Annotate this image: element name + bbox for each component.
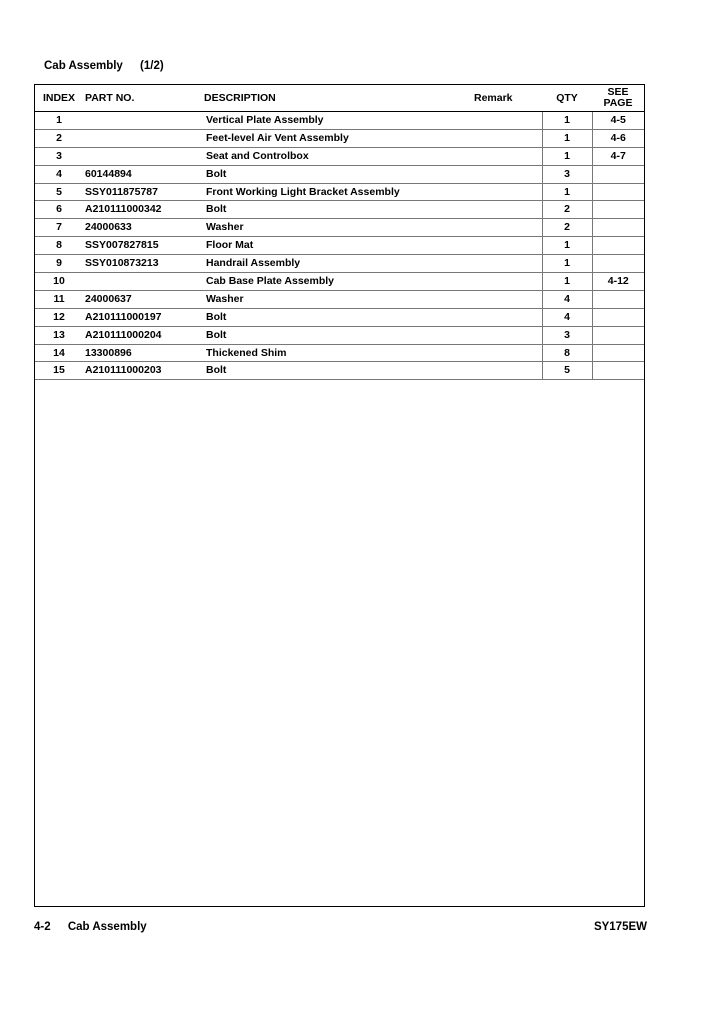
cell-remark: [474, 362, 542, 380]
table-row: [35, 344, 644, 362]
cell-see-page: [592, 308, 644, 326]
cell-description: Thickened Shim: [204, 344, 474, 362]
cell-part-no: SSY007827815: [83, 237, 204, 255]
cell-see-page: [592, 165, 644, 183]
cell-description: Front Working Light Bracket Assembly: [204, 183, 474, 201]
column-header-qty: QTY: [542, 85, 592, 112]
cell-remark: [474, 112, 542, 130]
cell-index: 13: [35, 326, 83, 344]
cell-description: Washer: [204, 219, 474, 237]
cell-see-page: [592, 237, 644, 255]
cell-description: Vertical Plate Assembly: [204, 112, 474, 130]
parts-list-frame: [34, 84, 645, 907]
cell-index: 15: [35, 362, 83, 380]
cell-qty: 1: [542, 129, 592, 147]
cell-description: Bolt: [204, 308, 474, 326]
cell-see-page: [592, 344, 644, 362]
cell-part-no: [83, 273, 204, 291]
cell-part-no: A210111000197: [83, 308, 204, 326]
cell-remark: [474, 165, 542, 183]
cell-remark: [474, 237, 542, 255]
cell-remark: [474, 344, 542, 362]
table-row: [35, 326, 644, 344]
cell-description: Handrail Assembly: [204, 255, 474, 273]
cell-remark: [474, 219, 542, 237]
cell-description: Bolt: [204, 362, 474, 380]
cell-qty: 4: [542, 290, 592, 308]
column-header-part-no: PART NO.: [83, 85, 204, 112]
cell-description: Washer: [204, 290, 474, 308]
cell-part-no: A210111000203: [83, 362, 204, 380]
cell-remark: [474, 290, 542, 308]
cell-index: 1: [35, 112, 83, 130]
cell-index: 9: [35, 255, 83, 273]
cell-remark: [474, 308, 542, 326]
see-page-line-1: SEE: [607, 86, 629, 98]
column-header-see-page: [592, 85, 644, 112]
cell-index: 11: [35, 290, 83, 308]
column-header-index: INDEX: [35, 85, 83, 112]
cell-remark: [474, 255, 542, 273]
page-title-text: Cab Assembly: [44, 60, 123, 72]
table-header-row: [35, 85, 644, 112]
cell-qty: 4: [542, 308, 592, 326]
table-row: [35, 308, 644, 326]
cell-part-no: [83, 147, 204, 165]
table-row: [35, 201, 644, 219]
cell-see-page: 4-7: [592, 147, 644, 165]
cell-index: 5: [35, 183, 83, 201]
cell-qty: 2: [542, 219, 592, 237]
cell-index: 2: [35, 129, 83, 147]
cell-part-no: SSY010873213: [83, 255, 204, 273]
cell-part-no: [83, 129, 204, 147]
cell-index: 10: [35, 273, 83, 291]
cell-qty: 3: [542, 326, 592, 344]
cell-remark: [474, 129, 542, 147]
table-row: [35, 362, 644, 380]
cell-description: Floor Mat: [204, 237, 474, 255]
table-row: [35, 255, 644, 273]
cell-remark: [474, 326, 542, 344]
cell-qty: 1: [542, 112, 592, 130]
cell-qty: 5: [542, 362, 592, 380]
cell-see-page: [592, 219, 644, 237]
cell-part-no: 60144894: [83, 165, 204, 183]
page-part-indicator: (1/2): [140, 60, 164, 72]
cell-part-no: A210111000342: [83, 201, 204, 219]
cell-see-page: [592, 183, 644, 201]
cell-qty: 3: [542, 165, 592, 183]
cell-index: 6: [35, 201, 83, 219]
cell-qty: 8: [542, 344, 592, 362]
cell-remark: [474, 147, 542, 165]
cell-see-page: [592, 201, 644, 219]
cell-part-no: 13300896: [83, 344, 204, 362]
page-title: [44, 60, 164, 72]
footer-model: SY175EW: [593, 921, 647, 933]
cell-see-page: [592, 290, 644, 308]
cell-description: Seat and Controlbox: [204, 147, 474, 165]
cell-part-no: 24000637: [83, 290, 204, 308]
cell-description: Bolt: [204, 165, 474, 183]
cell-index: 4: [35, 165, 83, 183]
table-row: [35, 219, 644, 237]
cell-qty: 1: [542, 147, 592, 165]
cell-description: Cab Base Plate Assembly: [204, 273, 474, 291]
cell-see-page: [592, 326, 644, 344]
footer-left: [34, 921, 147, 933]
cell-index: 14: [35, 344, 83, 362]
cell-index: 3: [35, 147, 83, 165]
cell-see-page: 4-5: [592, 112, 644, 130]
table-row: [35, 165, 644, 183]
cell-remark: [474, 273, 542, 291]
cell-remark: [474, 201, 542, 219]
table-row: [35, 112, 644, 130]
table-row: [35, 183, 644, 201]
table-row: [35, 129, 644, 147]
cell-index: 12: [35, 308, 83, 326]
see-page-line-2: PAGE: [603, 97, 633, 109]
cell-description: Bolt: [204, 201, 474, 219]
cell-part-no: SSY011875787: [83, 183, 204, 201]
cell-description: Feet-level Air Vent Assembly: [204, 129, 474, 147]
cell-see-page: 4-6: [592, 129, 644, 147]
cell-description: Bolt: [204, 326, 474, 344]
cell-qty: 2: [542, 201, 592, 219]
table-row: [35, 237, 644, 255]
parts-table: [35, 85, 644, 380]
cell-part-no: A210111000204: [83, 326, 204, 344]
table-row: [35, 147, 644, 165]
table-row: [35, 273, 644, 291]
cell-qty: 1: [542, 255, 592, 273]
table-row: [35, 290, 644, 308]
cell-qty: 1: [542, 183, 592, 201]
cell-see-page: [592, 362, 644, 380]
footer-page-number: 4-2: [34, 921, 51, 933]
cell-see-page: [592, 255, 644, 273]
cell-part-no: [83, 112, 204, 130]
footer-section-title: Cab Assembly: [67, 921, 147, 933]
column-header-description: DESCRIPTION: [204, 85, 474, 112]
cell-part-no: 24000633: [83, 219, 204, 237]
parts-table-body: [35, 112, 644, 380]
cell-remark: [474, 183, 542, 201]
column-header-remark: Remark: [474, 85, 542, 112]
cell-index: 7: [35, 219, 83, 237]
cell-see-page: 4-12: [592, 273, 644, 291]
cell-qty: 1: [542, 273, 592, 291]
cell-index: 8: [35, 237, 83, 255]
cell-qty: 1: [542, 237, 592, 255]
